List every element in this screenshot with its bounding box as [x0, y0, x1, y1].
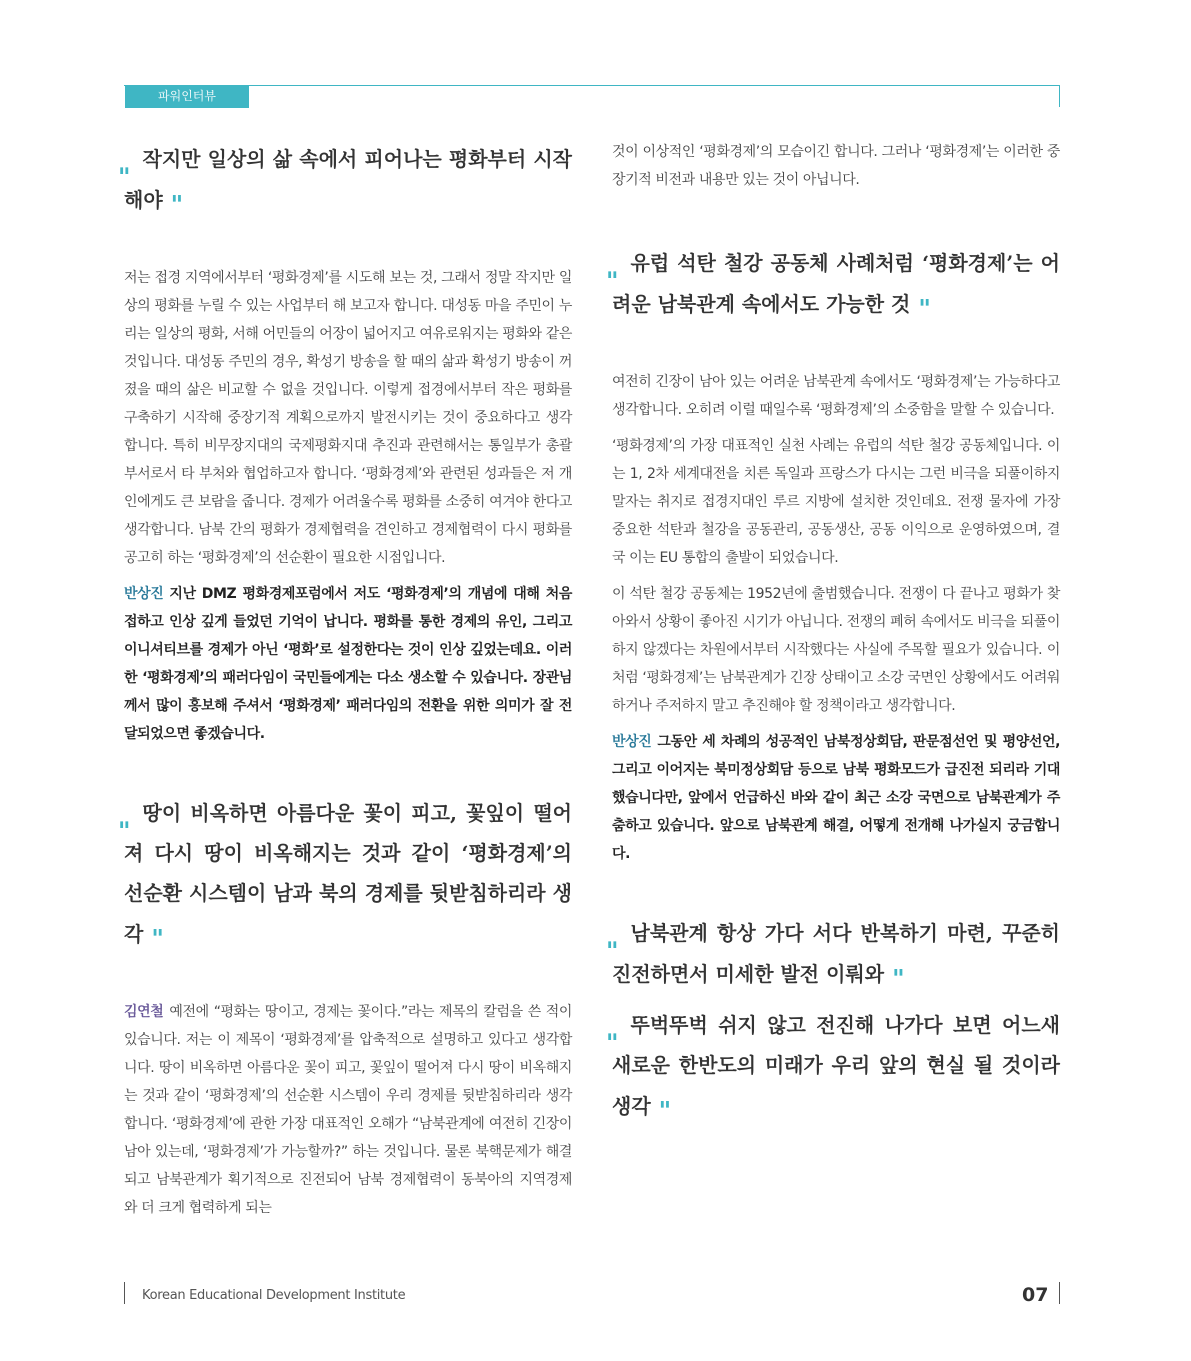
- right-heading-3: " 뚜벅뚜벅 쉬지 않고 전진해 나가다 보면 어느새 새로운 한반도의 미래가 우리 앞의 현실 될 것이라 생각 ": [612, 1004, 1060, 1126]
- footer-rule-left: [124, 1282, 125, 1304]
- right-paragraph-2: ‘평화경제’의 가장 대표적인 실천 사례는 유럽의 석탄 철강 공동체입니다. 이는 1, 2차 세계대전을 치른 독일과 프랑스가 다시는 그런 비극을 되풀이하지 말자는 취지로 접경지대인 루르 지방에 설치한 것인데요. 전쟁 물자에 가장 중요한 석탄과 철강을 공동관리, 공동생산, 공동 이익으로 운영하였으며, 결국 이는 EU 통합의 출발이 되었습니다.: [612, 438, 1060, 566]
- speaker-label: 반상진: [124, 586, 164, 602]
- quote-open-icon: ": [124, 150, 131, 179]
- quote-close-icon: ": [918, 294, 925, 323]
- left-paragraph-2: 반상진 지난 DMZ 평화경제포럼에서 저도 ‘평화경제’의 개념에 대해 처음 접하고 인상 깊게 들었던 기억이 납니다. 평화를 통한 경제의 유인, 그리고 이니셔티브를 경제가 아닌 ‘평화’로 설정한다는 것이 인상 깊었는데요. 이러한 ‘평화경제’의 패러다임이 국민들에게는 다소 생소할 수 있습니다. 장관님께서 많이 홍보해 주셔서 ‘평화경제’ 패러다임의 전환을 위한 의미가 잘 전달되었으면 좋겠습니다.: [124, 586, 572, 742]
- left-heading-2: " 땅이 비옥하면 아름다운 꽃이 피고, 꽃잎이 떨어져 다시 땅이 비옥해지는 것과 같이 ‘평화경제’의 선순환 시스템이 남과 북의 경제를 뒷받침하리라 생각 ": [124, 792, 572, 954]
- footer-rule-right: [1059, 1282, 1060, 1304]
- quote-open-icon: ": [612, 924, 619, 953]
- right-paragraph-4: 반상진 그동안 세 차례의 성공적인 남북정상회담, 판문점선언 및 평양선언, 그리고 이어지는 북미정상회담 등으로 남북 평화모드가 급진전 되리라 기대했습니다만, 앞에서 언급하신 바와 같이 최근 소강 국면으로 남북관계가 주춤하고 있습니다. 앞으로 남북관계 해결, 어떻게 전개해 나가실지 궁금합니다.: [612, 734, 1060, 862]
- footer-org: Korean Educational Development Institute: [142, 1288, 406, 1303]
- left-heading-1: " 작지만 일상의 삶 속에서 피어나는 평화부터 시작해야 ": [124, 138, 572, 220]
- right-paragraph-3: 이 석탄 철강 공동체는 1952년에 출범했습니다. 전쟁이 다 끝나고 평화가 찾아와서 상황이 좋아진 시기가 아닙니다. 전쟁의 폐허 속에서도 비극을 되풀이하지 않겠다는 차원에서부터 시작했다는 사실에 주목할 필요가 있습니다. 이처럼 ‘평화경제’는 남북관계가 긴장 상태이고 소강 국면인 상황에서도 어려워하거나 주저하지 말고 추진해야 할 정책이라고 생각합니다.: [612, 586, 1060, 714]
- left-column: [124, 138, 572, 1230]
- right-heading-1: " 유럽 석탄 철강 공동체 사례처럼 ‘평화경제’는 어려운 남북관계 속에서도 가능한 것 ": [612, 242, 1060, 324]
- right-heading-2: " 남북관계 항상 가다 서다 반복하기 마련, 꾸준히 진전하면서 미세한 발전 이뤄와 ": [612, 912, 1060, 994]
- header-rule: [124, 85, 1060, 86]
- right-column: [612, 138, 1060, 1126]
- right-paragraph-1: 여전히 긴장이 남아 있는 어려운 남북관계 속에서도 ‘평화경제’는 가능하다고 생각합니다. 오히려 이럴 때일수록 ‘평화경제’의 소중함을 말할 수 있습니다.: [612, 374, 1060, 418]
- quote-open-icon: ": [612, 254, 619, 283]
- quote-close-icon: ": [892, 964, 899, 993]
- left-paragraph-1: 저는 접경 지역에서부터 ‘평화경제’를 시도해 보는 것, 그래서 정말 작지만 일상의 평화를 누릴 수 있는 사업부터 해 보고자 합니다. 대성동 마을 주민이 누리는 일상의 평화, 서해 어민들의 어장이 넓어지고 여유로워지는 평화와 같은 것입니다. 대성동 주민의 경우, 확성기 방송을 할 때의 삶과 확성기 방송이 꺼졌을 때의 삶은 비교할 수 없을 것입니다. 이렇게 접경에서부터 작은 평화를 구축하기 시작해 중장기적 계획으로까지 발전시키는 것이 중요하다고 생각합니다. 특히 비무장지대의 국제평화지대 추진과 관련해서는 통일부가 총괄부서로서 타 부처와 협업하고자 합니다. ‘평화경제’와 관련된 성과들은 저 개인에게도 큰 보람을 줍니다. 경제가 어려울수록 평화를 소중히 여겨야 한다고 생각합니다. 남북 간의 평화가 경제협력을 견인하고 경제협력이 다시 평화를 공고히 하는 ‘평화경제’의 선순환이 필요한 시점입니다.: [124, 270, 572, 566]
- quote-close-icon: ": [151, 924, 158, 953]
- quote-open-icon: ": [612, 1016, 619, 1045]
- speaker-label: 반상진: [612, 734, 652, 750]
- quote-close-icon: ": [658, 1096, 666, 1125]
- quote-open-icon: ": [124, 804, 131, 833]
- right-paragraph-0: 것이 이상적인 ‘평화경제’의 모습이긴 합니다. 그러나 ‘평화경제’는 이러한 중장기적 비전과 내용만 있는 것이 아닙니다.: [612, 144, 1060, 188]
- header-rule-end: [1059, 85, 1060, 107]
- left-paragraph-3: 김연철 예전에 “평화는 땅이고, 경제는 꽃이다.”라는 제목의 칼럼을 쓴 적이 있습니다. 저는 이 제목이 ‘평화경제’를 압축적으로 설명하고 있다고 생각합니다. 땅이 비옥하면 아름다운 꽃이 피고, 꽃잎이 떨어져 다시 땅이 비옥해지는 것과 같이 ‘평화경제’의 선순환 시스템이 우리 경제를 뒷받침하리라 생각합니다. ‘평화경제’에 관한 가장 대표적인 오해가 “남북관계에 여전히 긴장이 남아 있는데, ‘평화경제’가 가능할까?” 하는 것입니다. 물론 북핵문제가 해결되고 남북관계가 획기적으로 진전되어 남북 경제협력이 동북아의 지역경제와 더 크게 협력하게 되는: [124, 1004, 572, 1216]
- quote-close-icon: ": [170, 190, 178, 219]
- section-tag: 파워인터뷰: [125, 85, 249, 108]
- speaker-label: 김연철: [124, 1004, 164, 1020]
- page-number: 07: [1022, 1284, 1049, 1306]
